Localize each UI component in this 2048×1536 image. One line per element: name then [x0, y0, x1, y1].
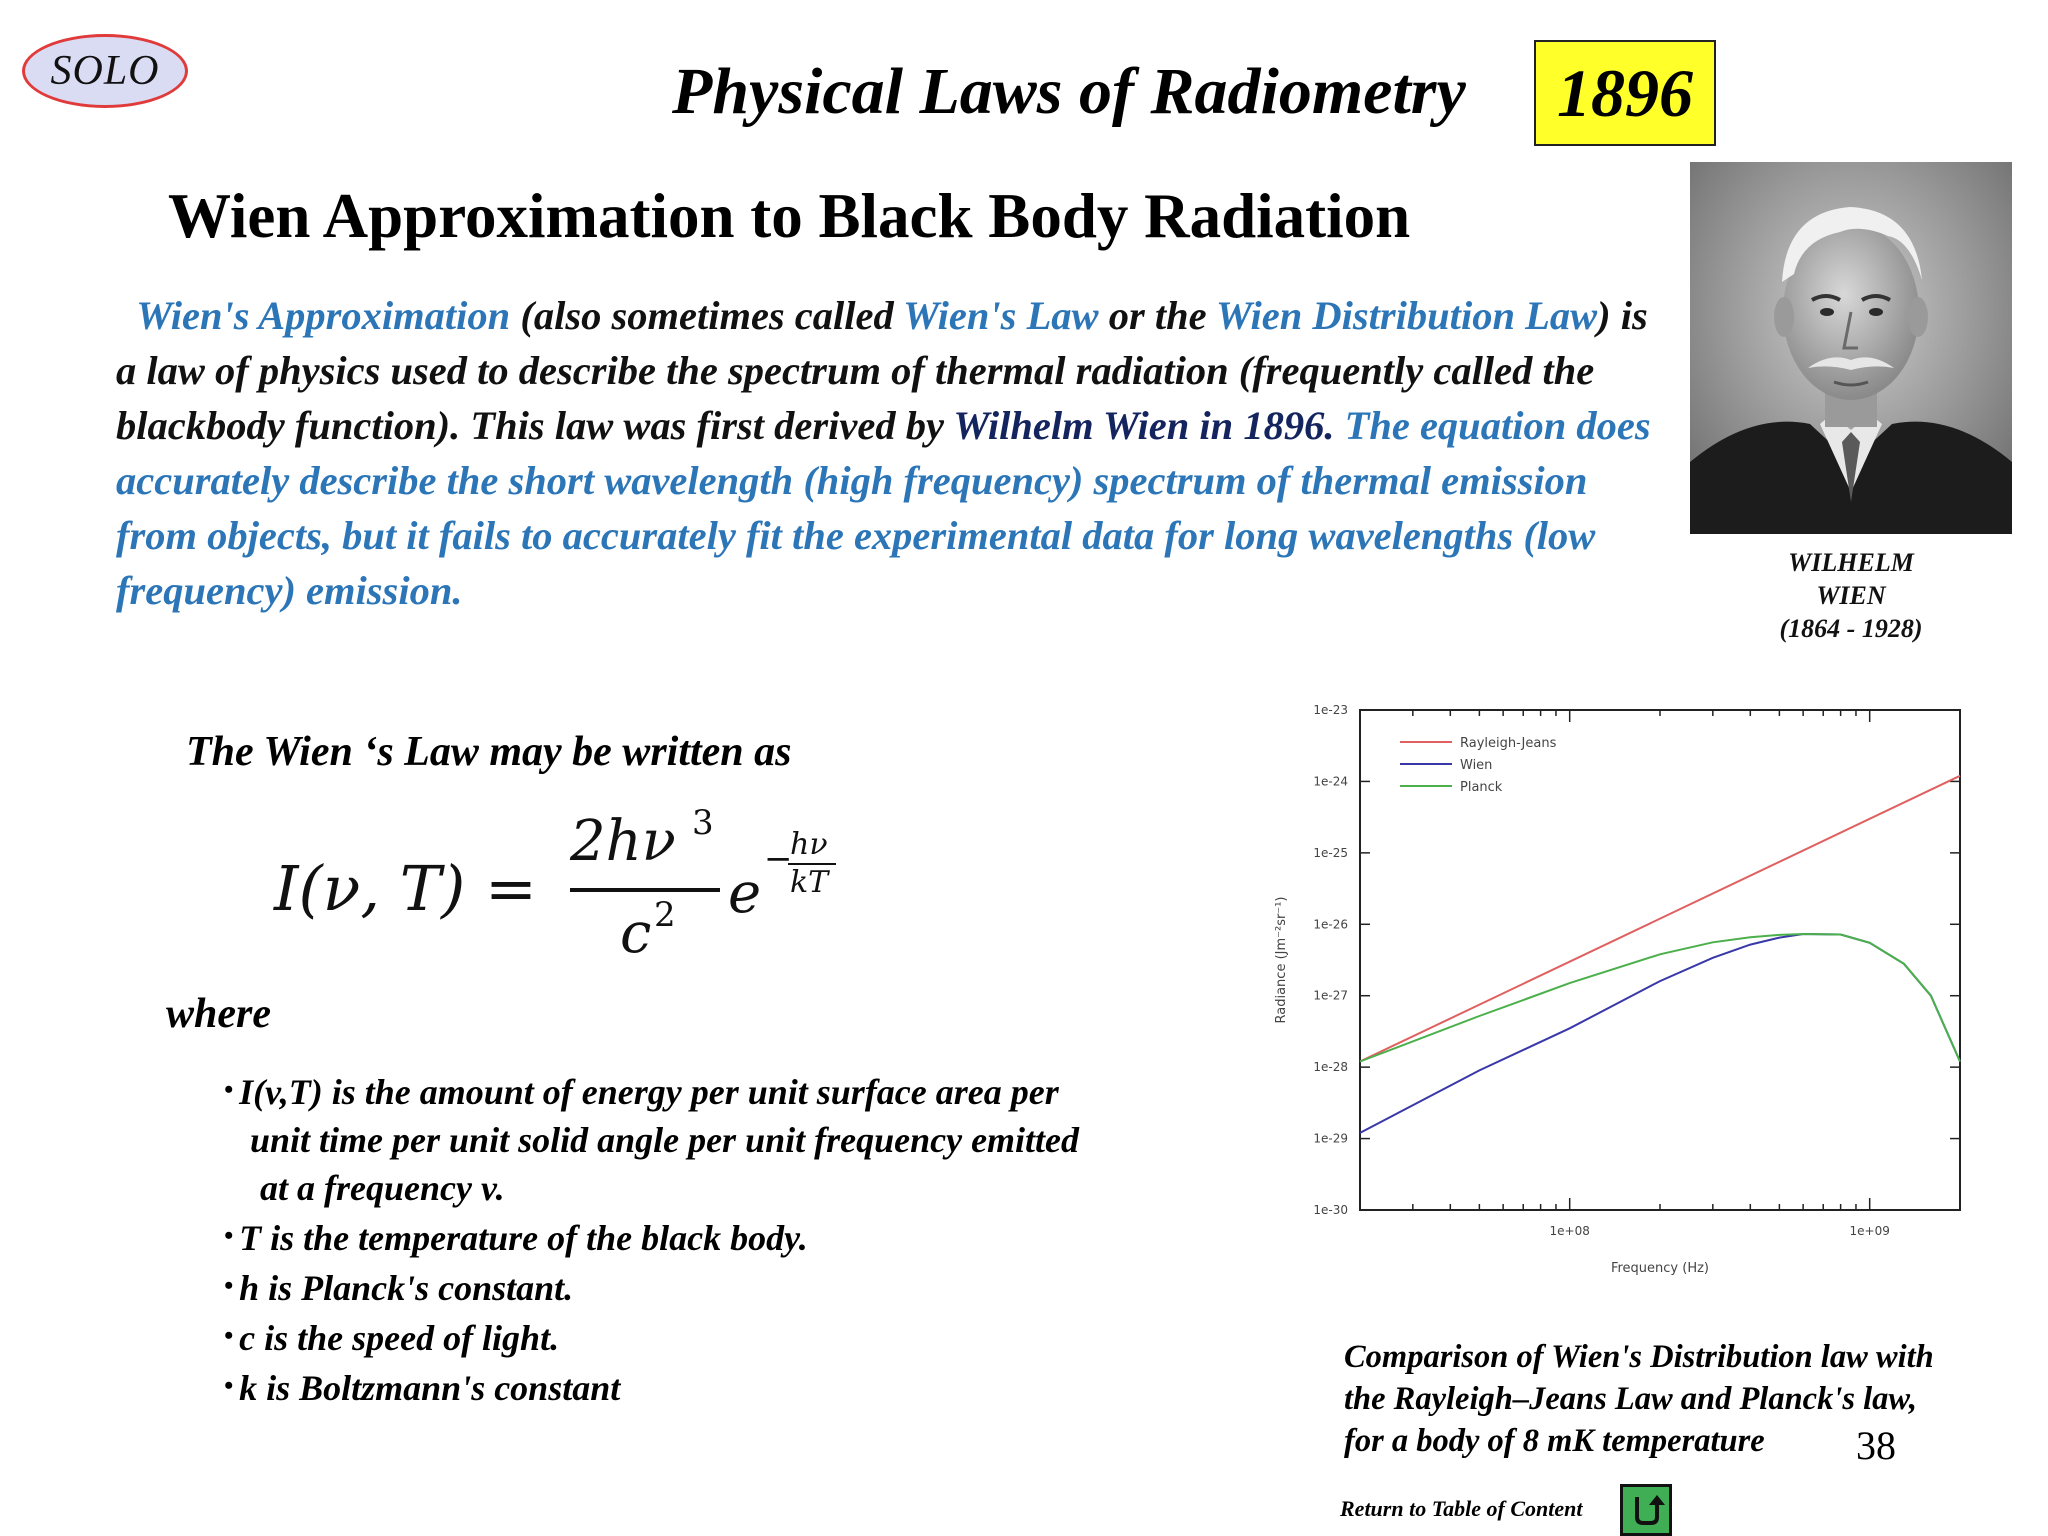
- intro-wien-1896: Wilhelm Wien in 1896.: [953, 403, 1335, 448]
- radiance-chart: [1260, 700, 1980, 1290]
- definition-item: [224, 1312, 1224, 1362]
- x-tick-label: 1e+09: [1849, 1224, 1890, 1238]
- definition-text: I(v,T) is the amount of energy per unit surface area per: [239, 1072, 1059, 1112]
- intro-term-wiens-approximation: Wien's Approximation: [136, 293, 511, 338]
- definition-text: h is Planck's constant.: [239, 1268, 574, 1308]
- definition-text: T is the temperature of the black body.: [239, 1218, 808, 1258]
- y-tick-label: 1e-26: [1313, 917, 1348, 932]
- intro-text: or the: [1098, 293, 1216, 338]
- definition-item-continued: unit time per unit solid angle per unit frequency emitted: [250, 1120, 1080, 1160]
- solo-logo: SOLO: [22, 34, 188, 108]
- legend-label: Rayleigh-Jeans: [1460, 736, 1557, 751]
- intro-term-distribution-law: Wien Distribution Law: [1216, 293, 1598, 338]
- caption-line: the Rayleigh–Jeans Law and Planck's law,: [1344, 1381, 1918, 1417]
- equation-exp-base: e: [728, 861, 762, 926]
- where-label: where: [166, 991, 271, 1037]
- equation-denominator: c: [620, 901, 652, 966]
- equation-numerator-exponent: 3: [692, 803, 714, 843]
- law-intro: The Wien ‘s Law may be written as: [186, 729, 792, 775]
- intro-text: ) is a law of physics used to describe the spectrum of thermal radiation (frequently called the blackbody function). This law was first derived by: [116, 293, 1648, 448]
- definition-item: [224, 1066, 1224, 1116]
- definition-item-continued: at a frequency v.: [260, 1168, 505, 1208]
- y-tick-label: 1e-23: [1313, 703, 1348, 717]
- y-tick-label: 1e-28: [1313, 1060, 1348, 1075]
- intro-accuracy-note: The equation does accurately describe the short wavelength (high frequency) spectrum of thermal emission from objects, but it fails to accurately fit the experimental data for long wavelengths (low frequency) emission.: [116, 403, 1651, 613]
- bullet-icon: •: [224, 1321, 234, 1350]
- definition-item: [224, 1262, 1224, 1312]
- portrait-name-line1: WILHELM: [1788, 548, 1914, 577]
- wien-equation: [270, 800, 860, 980]
- equation-lhs: I(ν, T) =: [274, 852, 537, 925]
- x-axis-label: Frequency (Hz): [1610, 1261, 1710, 1276]
- equation-exp-numerator: hν: [790, 827, 828, 862]
- portrait-caption: [1690, 546, 2012, 645]
- definition-item: [224, 1212, 1224, 1262]
- y-axis-label: Radiance (Jm⁻²sr⁻¹): [1274, 896, 1289, 1024]
- equation-numerator: 2hν: [570, 809, 676, 874]
- bullet-icon: •: [224, 1075, 234, 1104]
- year-badge: 1896: [1534, 40, 1716, 146]
- wilhelm-wien-portrait: [1690, 162, 2012, 534]
- intro-term-wiens-law: Wien's Law: [903, 293, 1099, 338]
- y-tick-label: 1e-29: [1313, 1131, 1348, 1146]
- page-number: 38: [1856, 1423, 1896, 1468]
- caption-line: Comparison of Wien's Distribution law with: [1344, 1339, 1934, 1375]
- intro-text: (also sometimes called: [510, 293, 904, 338]
- bullet-icon: •: [224, 1271, 234, 1300]
- y-tick-label: 1e-24: [1313, 774, 1348, 789]
- legend-label: Planck: [1460, 780, 1503, 795]
- definition-text: k is Boltzmann's constant: [239, 1368, 621, 1408]
- slide-heading: Wien Approximation to Black Body Radiation: [168, 181, 1411, 251]
- legend-label: Wien: [1460, 758, 1493, 773]
- y-tick-label: 1e-27: [1313, 988, 1348, 1003]
- return-arrow-icon[interactable]: [1620, 1484, 1672, 1536]
- y-tick-label: 1e-30: [1313, 1203, 1348, 1217]
- equation-denominator-exponent: 2: [654, 895, 676, 935]
- figure-caption: [1344, 1336, 2004, 1462]
- bullet-icon: •: [224, 1371, 234, 1400]
- equation-exp-denominator: kT: [790, 865, 829, 900]
- header-title: Physical Laws of Radiometry: [672, 55, 1466, 128]
- bullet-icon: •: [224, 1221, 234, 1250]
- definitions-list: [224, 1066, 1224, 1412]
- caption-line: for a body of 8 mK temperature: [1344, 1423, 1765, 1459]
- portrait-name-line2: WIEN: [1816, 581, 1886, 610]
- definition-item: [224, 1362, 1224, 1412]
- y-tick-label: 1e-25: [1313, 845, 1348, 860]
- equation-exp-minus: −: [764, 839, 793, 879]
- portrait-years: (1864 - 1928): [1779, 614, 1923, 643]
- x-tick-label: 1e+08: [1549, 1224, 1590, 1238]
- intro-paragraph: [116, 288, 1676, 618]
- definition-text: c is the speed of light.: [239, 1318, 560, 1358]
- return-to-toc-link[interactable]: Return to Table of Content: [1340, 1496, 1583, 1521]
